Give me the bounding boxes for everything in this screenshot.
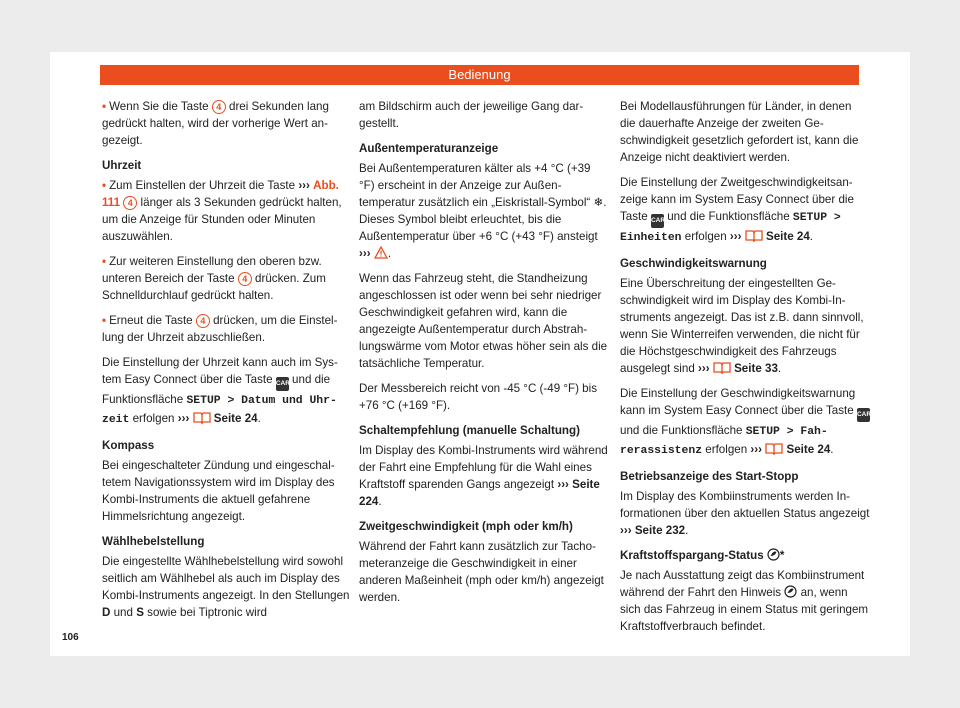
bullet-icon: •: [102, 179, 107, 192]
paragraph: Im Display des Kombi-Instruments wird während der Fahrt eine Empfehlung für die Wahl eines Kraftstoff sparenden Gangs angezeigt ››› Seite 224.: [359, 444, 608, 508]
page-reference-link[interactable]: Seite 24: [213, 412, 258, 425]
bullet-paragraph: [102, 177, 352, 245]
heading-uhrzeit: Uhrzeit: [102, 159, 142, 172]
text: Die Einstellung der Geschwindigkeitswarnung kann im System Easy Connect über die Taste: [620, 387, 856, 417]
text: Je nach Ausstattung zeigt das Kombiinstrument während der Fahrt den Hinweis: [620, 569, 865, 599]
bullet-paragraph: [102, 253, 352, 304]
text: Im Display des Kombiinstruments werden Informationen über den aktuellen Status angezeigt: [620, 490, 870, 520]
paragraph: Bei eingeschalteter Zündung und eingeschaltetem Navigationssystem wird im Display des Kombi-Instruments die aktuell gefahrene Himmelsrichtung angezeigt.: [102, 459, 335, 523]
heading-geschwindigkeitswarnung: Geschwindigkeitswarnung: [620, 257, 767, 270]
heading-waehlhebel: Wählhebelstellung: [102, 535, 205, 548]
page-reference-link[interactable]: Seite 24: [786, 443, 831, 456]
paragraph: Der Messbereich reicht von -45 °C (-49 °F) bis +76 °C (+169 °F).: [359, 382, 598, 412]
paragraph: Wenn das Fahrzeug steht, die Standheizung angeschlossen ist oder wenn bei sehr niedriger Geschwindigkeit gefahren wird, kann die angezeigte Außentemperatur durch Abstrahlungswärme vom Motor etwas höher sein als die tatsächliche Temperatur.: [359, 272, 608, 370]
reference-arrow: ›››: [729, 230, 742, 243]
reference-arrow: ›››: [750, 443, 762, 456]
text: Erneut die Taste: [109, 314, 193, 327]
page-reference-link[interactable]: Seite 33: [734, 362, 778, 375]
paragraph: Bei Modellausführungen für Länder, in denen die dauerhafte Anzeige der zweiten Geschwindigkeit gesetzlich gefordert ist, kann die Anzeige nicht deaktiviert werden.: [620, 100, 859, 164]
paragraph: Bei Außentemperaturen kälter als +4 °C (+39 °F) erscheint in der Anzeige zur Außentemperatur zusätzlich ein „Eiskristall-Symbol“ ❄. Dieses Symbol bleibt erleuchtet, bis die Außentemperatur über +6 °C (+43 °F) ansteigt ››› .: [359, 162, 607, 260]
text: Die eingestellte Wählhebelstellung wird sowohl seitlich am Wählhebel als auch im Display des Kombi-Instruments angezeigt. In den Stellungen: [102, 555, 350, 602]
text: drücken, um die Einstellung der Uhrzeit abzuschließen.: [102, 314, 338, 344]
key-4-icon: 4: [123, 196, 137, 210]
text: erfolgen: [132, 412, 175, 425]
heading-kraftstoffspargang: [620, 547, 870, 564]
heading-text: Kraftstoffspargang-Status: [620, 549, 764, 562]
column-2: [359, 98, 609, 614]
column-3: [620, 98, 870, 643]
car-button-icon: CAR: [857, 408, 870, 422]
car-button-icon: CAR: [651, 214, 664, 228]
car-button-icon: CAR: [276, 377, 289, 391]
reference-arrow: ›››: [359, 247, 371, 260]
paragraph: Im Display des Kombiinstruments werden Informationen über den aktuellen Status angezeigt ››› Seite 232.: [620, 490, 870, 537]
bullet-paragraph: [102, 98, 352, 149]
reference-arrow: ›››: [298, 179, 310, 192]
reference-arrow: ›››: [620, 524, 632, 537]
heading-schaltempfehlung: Schaltempfehlung (manuelle Schaltung): [359, 424, 580, 437]
reference-arrow: ›››: [557, 478, 569, 491]
text: Zur weiteren Einstellung den oberen bzw. unteren Bereich der Taste: [102, 255, 322, 285]
optional-marker: *: [779, 549, 785, 562]
paragraph: Während der Fahrt kann zusätzlich zur Tachometeranzeige die Geschwindigkeit in einer anderen Maßeinheit (mph oder km/h) angezeigt werden.: [359, 540, 604, 604]
paragraph: am Bildschirm auch der jeweilige Gang dargestellt.: [359, 100, 584, 130]
heading-zweitgeschwindigkeit: Zweitgeschwindigkeit (mph oder km/h): [359, 520, 573, 533]
book-icon: [193, 411, 211, 424]
text: Die Einstellung der Zweitgeschwindigkeitsanzeige kann im System Easy Connect über die Taste: [620, 176, 854, 223]
reference-arrow: ›››: [698, 362, 710, 375]
eco-icon: [767, 548, 780, 561]
bullet-icon: •: [102, 255, 107, 268]
page-reference-link[interactable]: Seite 232: [634, 524, 686, 537]
function-path: SETUP > Datum und Uhrzeit: [102, 395, 337, 426]
section-header: Bedienung: [100, 65, 859, 85]
heading-start-stopp: Betriebsanzeige des Start-Stopp: [620, 470, 799, 483]
text: Zum Einstellen der Uhrzeit die Taste: [109, 179, 296, 192]
text: Bei Außentemperaturen kälter als +4 °C (+39 °F) erscheint in der Anzeige zur Außentemperatur zusätzlich ein „Eiskristall-Symbol“: [359, 162, 591, 209]
text: und die Funktionsfläche: [620, 424, 743, 437]
key-4-icon: 4: [212, 100, 226, 114]
paragraph: Eine Überschreitung der eingestellten Geschwindigkeit wird im Display des Kombi-Instruments angezeigt. Das ist z.B. dann sinnvoll, wenn Sie Winterreifen verwenden, die nicht für die Höchstgeschwindigkeit des Fahrzeugs ausgelegt sind ››› Seite 33.: [620, 277, 864, 375]
bullet-icon: •: [102, 314, 107, 327]
paragraph: [620, 567, 870, 635]
text: . Dieses Symbol bleibt erleuchtet, bis die Außentemperatur über +6 °C (+43 °F) ansteigt: [359, 196, 607, 243]
function-path: SETUP > Fahrerassistenz: [620, 426, 828, 457]
column-1: [102, 98, 352, 629]
page-number: 106: [62, 632, 79, 643]
figure-reference-link[interactable]: Abb. 111: [102, 179, 339, 209]
eco-icon: [784, 585, 797, 598]
gear-d: D: [102, 606, 111, 619]
paragraph: Die Einstellung der Zweitgeschwindigkeitsanzeige kann im System Easy Connect über die Taste CAR und die Funktionsfläche SETUP > Einheiten erfolgen ››› Seite 24.: [620, 176, 854, 244]
bullet-paragraph: [102, 312, 352, 346]
text: Eine Überschreitung der eingestellten Geschwindigkeit wird im Display des Kombi-Instruments angezeigt. Das ist z.B. dann sinnvoll, wenn Sie Winterreifen verwenden, die nicht für die Höchstgeschwindigkeit des Fahrzeugs ausgelegt sind: [620, 277, 864, 375]
bullet-icon: •: [102, 100, 107, 113]
key-4-icon: 4: [196, 314, 210, 328]
book-icon: [765, 442, 783, 455]
text: an, wenn sich das Fahrzeug in einem Status mit geringem Kraftstoffverbrauch befindet.: [620, 586, 869, 633]
text: Die Einstellung der Uhrzeit kann auch im System Easy Connect über die Taste: [102, 356, 338, 386]
text: erfolgen: [705, 443, 748, 456]
text: Wenn Sie die Taste: [109, 100, 209, 113]
text: drücken. Zum Schnelldurchlauf gedrückt halten.: [102, 272, 326, 302]
text: drei Sekunden lang gedrückt halten, wird der vorherige Wert angezeigt.: [102, 100, 329, 147]
text: Im Display des Kombi-Instruments wird während der Fahrt eine Empfehlung für die Wahl eines Kraftstoff sparenden Gangs angezeigt: [359, 444, 608, 491]
text: sowie bei Tiptronic wird: [147, 606, 268, 619]
text: und die Funktionsfläche: [102, 373, 331, 406]
text: und: [113, 606, 133, 619]
page-reference-link[interactable]: Seite 24: [765, 230, 810, 243]
function-path: SETUP > Einheiten: [620, 212, 841, 244]
paragraph: [102, 553, 352, 621]
key-4-icon: 4: [238, 272, 252, 286]
heading-kompass: Kompass: [102, 439, 155, 452]
page-reference-link[interactable]: Seite 224: [359, 478, 600, 508]
paragraph: Die Einstellung der Geschwindigkeitswarnung kann im System Easy Connect über die Taste CAR und die Funktionsfläche SETUP > Fahrerassistenz erfolgen ››› Seite 24.: [620, 387, 872, 457]
text: länger als 3 Sekunden gedrückt halten, um die Anzeige für Stunden oder Minuten auszuwählen.: [102, 196, 342, 243]
gear-s: S: [136, 606, 144, 619]
ice-crystal-icon: ❄: [593, 196, 604, 209]
heading-aussentemperatur: Außentemperaturanzeige: [359, 142, 499, 155]
reference-arrow: ›››: [177, 412, 190, 425]
text: und die Funktionsfläche: [667, 210, 790, 223]
warning-triangle-icon: [374, 246, 388, 259]
book-icon: [713, 361, 731, 374]
book-icon: [745, 229, 763, 242]
text: erfolgen: [684, 230, 727, 243]
paragraph: Die Einstellung der Uhrzeit kann auch im System Easy Connect über die Taste CAR und die Funktionsfläche SETUP > Datum und Uhrzeit erfolgen ››› Seite 24.: [102, 356, 338, 426]
